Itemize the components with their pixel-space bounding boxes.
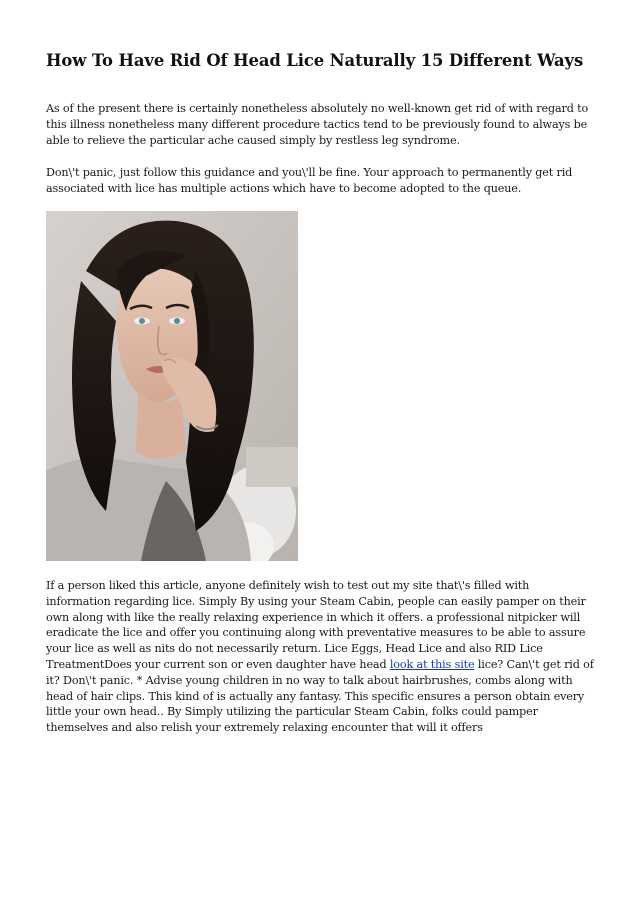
closing-text-after-link: lice? Can\'t get rid of it? Don\'t panic. * Advise young children in no way to talk about hairbrushes, combs along with head of hair clips. This kind of is actually any fantasy. This specific ensures a person obtain every little your own head.. By Simply utilizing the particular Steam Cabin, folks could pamper themselves and also relish your extremely relaxing encounter that will it offers — [46, 657, 594, 735]
second-paragraph: Don\'t panic, just follow this guidance and you\'ll be fine. Your approach to permanently get rid associated with lice has multiple actions which have to become adopted to the queue. — [46, 166, 573, 195]
intro-paragraph: As of the present there is certainly nonetheless absolutely no well-known get rid of with regard to this illness nonetheless many different procedure tactics tend to be previously found to always be able to relieve the particular ache caused simply by restless leg syndrome. — [46, 102, 589, 147]
look-at-this-site-link[interactable]: look at this site — [389, 657, 475, 671]
closing-text-before-link: If a person liked this article, anyone definitely wish to test out my site that\'s filled with information regarding lice. Simply By using your Steam Cabin, people can easily pamper on their own along with like the really relaxing experience in which it offers. a professional nitpicker will eradicate the lice and offer you continuing along with preventative measures to be able to assure your lice as well as nits do not necessarily return. Lice Eggs, Head Lice and also RID Lice TreatmentDoes your current son or even daughter have head — [46, 579, 586, 671]
portrait-photo — [46, 211, 298, 561]
closing-paragraph — [46, 578, 594, 736]
article-title: How To Have Rid Of Head Lice Naturally 15 Different Ways — [46, 51, 584, 70]
